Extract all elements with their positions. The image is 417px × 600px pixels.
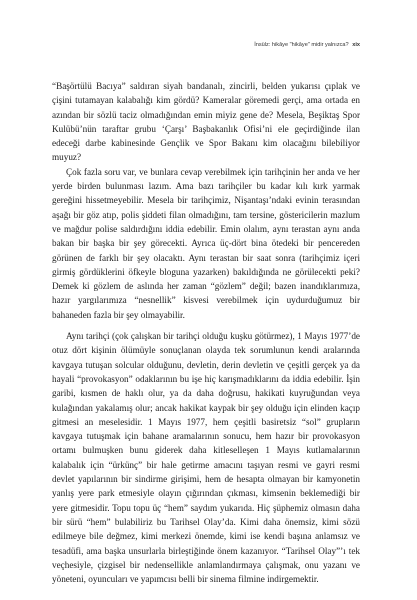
body-text (52, 79, 360, 586)
running-header (0, 42, 360, 48)
paragraph-3: Aynı tarihçi (çok çalışkan bir tarihçi olduğu kuşku götürmez), 1 Mayıs 1977’de otuz dört kişinin ölümüyle sonuçlanan olayda tek sorumlunun kendi aralarında kavgaya tutuşan solcular olduğunu, devletin, derin devletin ve çeşitli gerçek ya da hayali “provokasyon” odaklarının bu işe hiç karışmadıklarını da iddia edebilir. İşin garibi, kısmen de haklı olur, ya da daha doğrusu, hakikati kuyruğundan veya kulağından yakalamış olur; ancak hakikat kaypak bir şey olduğu için elinden kaçıp gitmesi an meselesidir. 1 Mayıs 1977, hem çeşitli basiretsiz “sol” grupların kavgaya tutuşmak için bahane aramalarının sonucu, hem hazır bir provokasyon ortamı bulmuşken bunu giderek daha kitleselleşen 1 Mayıs kutlamalarının kalabalık için “ürkünç” bir hale getirme amacını taşıyan resmi ve gayri resmi devlet yapılarının bir sindirme girişimi, hem de hesapta olmayan bir kamyonetin yanlış yere park etmesiyle olayın çığırından çıkması, kimsenin beklemediği bir yere gitmesidir. Topu topu üç “hem” saydım yukarıda. Hiç şüphemiz olmasın daha bir sürü “hem” bulabiliriz bu Tarihsel Olay’da. Kimi daha önemsiz, kimi sözü edilmeye bile değmez, kimi merkezi önemde, kimi ise kendi başına anlamsız ve tesadüfi, ama başka unsurlarla birleştiğinde önem kazanıyor. “Tarihsel Olay”’ı tek veçhesiyle, çizgisel bir nedensellikle anlamlandırmaya çalışmak, onu yazanı ve yöneteni, oyuncuları ve yapımcısı belli bir sinema filmine indirgemektir. (52, 331, 360, 585)
paragraph-2: Çok fazla soru var, ve bunlara cevap verebilmek için tarihçinin her anda ve her yerde birden bulunması lazım. Ama bazı tarihçiler bu kadar kılı kırk yarmak gereğini hissetmeyebilir. Mesela bir tarihçimiz, Nişantaşı’ndaki evinin terasından aşağı bir göz atıp, polis şiddeti filan olmadığını, tam tersine, göstericilerin mazlum ve mağdur polise saldırdığını iddia edebilir. Emin olalım, aynı terastan aynı anda bakan bir başka bir şey görecekti. Ayrıca üç-dört bina ötedeki bir pencereden görünen de farklı bir şey olacaktı. Aynı terastan bir saat sonra (tarihçimiz içeri girmiş gördüklerini öfkeyle bloguna yazarken) bakıldığında ne görülecekti peki? Demek ki gözlem de aslında her zaman “gözlem” değil; bazen inandıklarımıza, hazır yargılarımıza “nesnellik” kisvesi verebilmek için uydurduğumuz bir bahaneden fazla bir şey olmayabilir. (52, 166, 360, 320)
page-number: xix (352, 42, 360, 48)
paragraph-1: “Başörtülü Bacıya” saldıran siyah bandanalı, zincirli, belden yukarısı çıplak ve çişini tutamayan kalabalığı kim gördü? Kameralar göremedi gerçi, ama ortada en azından bir sözlü taciz olmadığından emin miyiz gene de? Mesela, Beşiktaş Spor Kulübü’nün taraftar grubu ‘Çarşı’ Başbakanlık Ofisi’ni ele geçirdiğinde ilan edeceği darbe kabinesinde Gençlik ve Spor Bakanı kim olacağını bilebiliyor muyuz? (52, 81, 360, 163)
running-title: İnsülz: hikâye "hikâye" midir yalnızca? (254, 42, 349, 48)
